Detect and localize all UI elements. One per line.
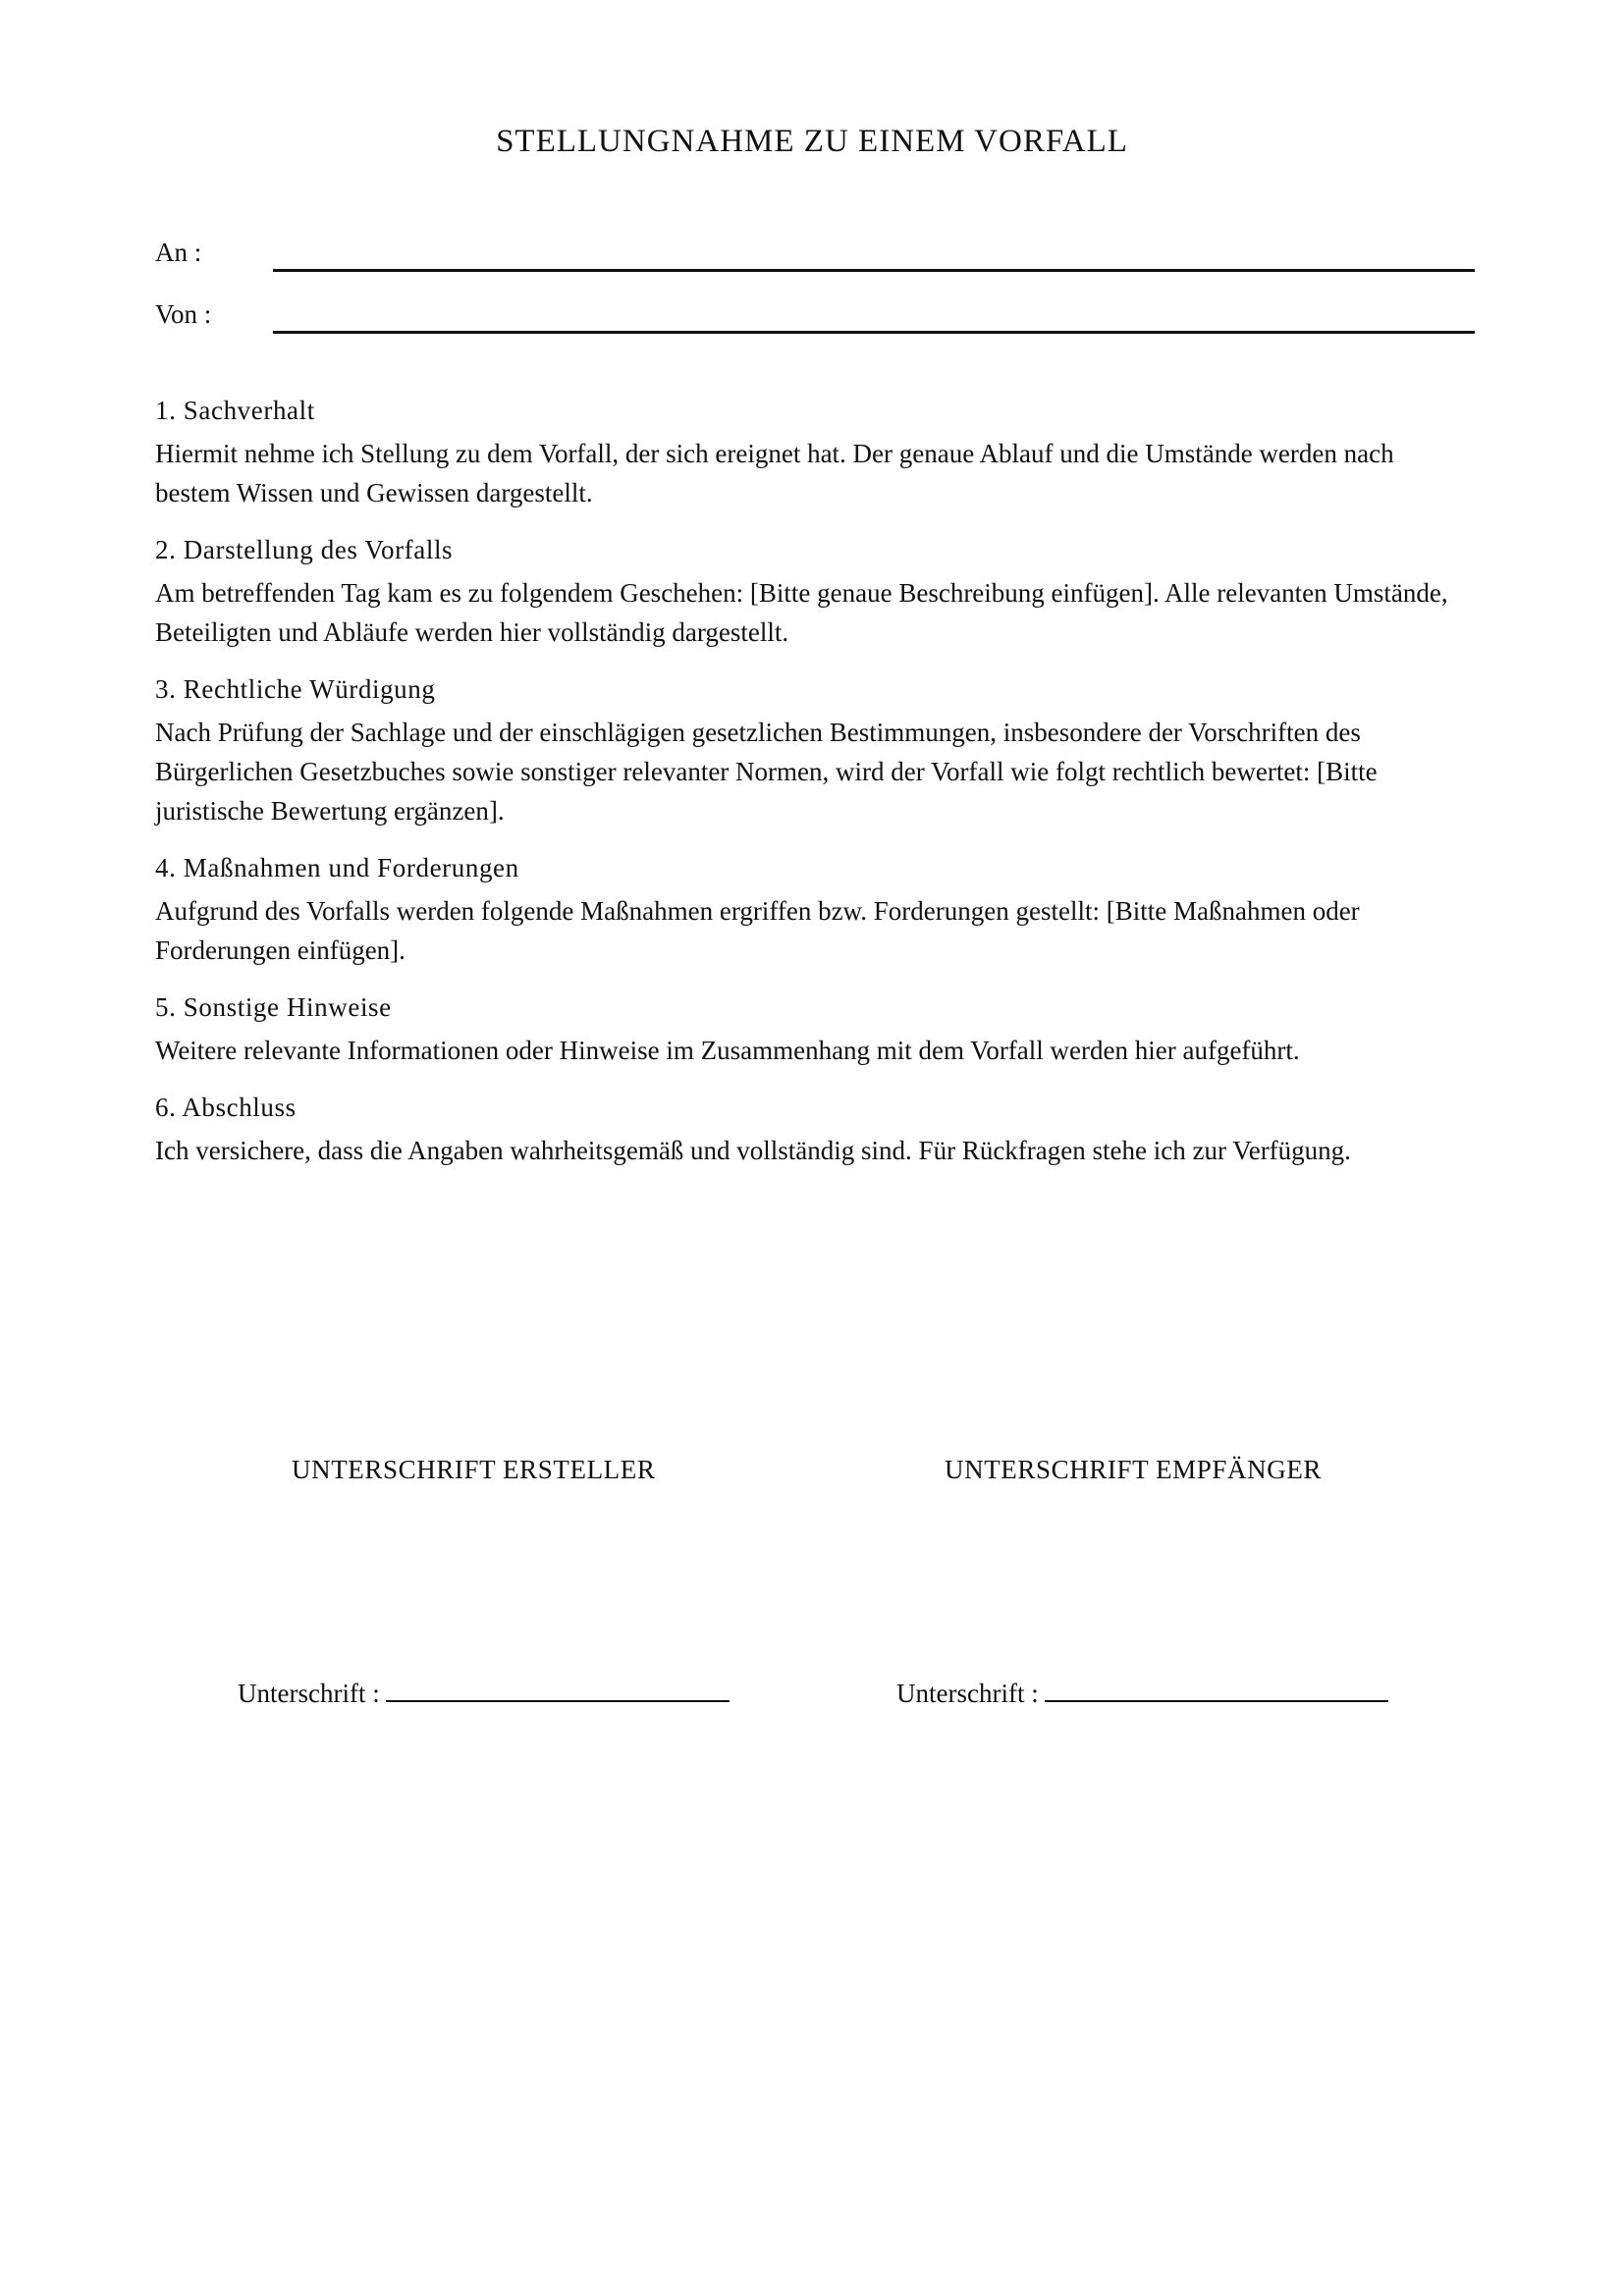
sender-label: Von : [155,299,212,329]
document-title: STELLUNGNAHME ZU EINEM VORFALL [496,124,1128,159]
section-body: Aufgrund des Vorfalls werden folgende Maßnahmen ergriffen bzw. Forderungen gestellt: [Bitte Maßnahmen oder Forderungen einfügen]. [155,896,1360,965]
section-body: Hiermit nehme ich Stellung zu dem Vorfall, der sich ereignet hat. Der genaue Ablauf und die Umstände werden nach bestem Wissen und Gewissen dargestellt. [155,439,1394,507]
section-abschluss [155,1088,1475,1170]
signature-blank-recipient[interactable] [1045,1673,1388,1702]
section-heading: 2. Darstellung des Vorfalls [155,535,454,564]
section-heading: 1. Sachverhalt [155,396,315,425]
section-darstellung [155,530,1475,652]
recipient-field-row [155,234,1475,283]
signature-line-creator [238,1673,730,1709]
sender-field-row [155,295,1475,345]
section-sonstige-hinweise [155,988,1475,1070]
section-heading: 4. Maßnahmen und Forderungen [155,853,519,882]
section-body: Am betreffenden Tag kam es zu folgendem Geschehen: [Bitte genaue Beschreibung einfügen]. Alle relevanten Umstände, Beteiligten und Abläufe werden hier vollständig dargestellt. [155,578,1448,647]
signature-blank-creator[interactable] [386,1673,730,1702]
sender-input-line[interactable] [273,331,1475,334]
recipient-label: An : [155,238,202,267]
signature-heading-creator: UNTERSCHRIFT ERSTELLER [292,1455,656,1484]
section-body: Ich versichere, dass die Angaben wahrheitsgemäß und vollständig sind. Für Rückfragen stehe ich zur Verfügung. [155,1136,1351,1165]
recipient-input-line[interactable] [273,269,1475,272]
sections-container [155,391,1475,1188]
section-heading: 6. Abschluss [155,1093,297,1122]
section-body: Nach Prüfung der Sachlage und der einschlägigen gesetzlichen Bestimmungen, insbesondere der Vorschriften des Bürgerlichen Gesetzbuches sowie sonstiger relevanter Normen, wird der Vorfall wie folgt rechtlich bewertet: [Bitte juristische Bewertung ergänzen]. [155,718,1378,826]
section-massnahmen [155,848,1475,970]
section-heading: 3. Rechtliche Würdigung [155,674,436,704]
signature-line-recipient [896,1673,1388,1709]
signature-label: Unterschrift : [238,1679,380,1708]
section-heading: 5. Sonstige Hinweise [155,992,392,1022]
section-body: Weitere relevante Informationen oder Hinweise im Zusammenhang mit dem Vorfall werden hier aufgeführt. [155,1036,1300,1065]
section-sachverhalt [155,391,1475,512]
signature-heading-recipient: UNTERSCHRIFT EMPFÄNGER [945,1455,1323,1484]
signature-label: Unterschrift : [896,1679,1039,1708]
section-rechtliche-wuerdigung [155,669,1475,830]
